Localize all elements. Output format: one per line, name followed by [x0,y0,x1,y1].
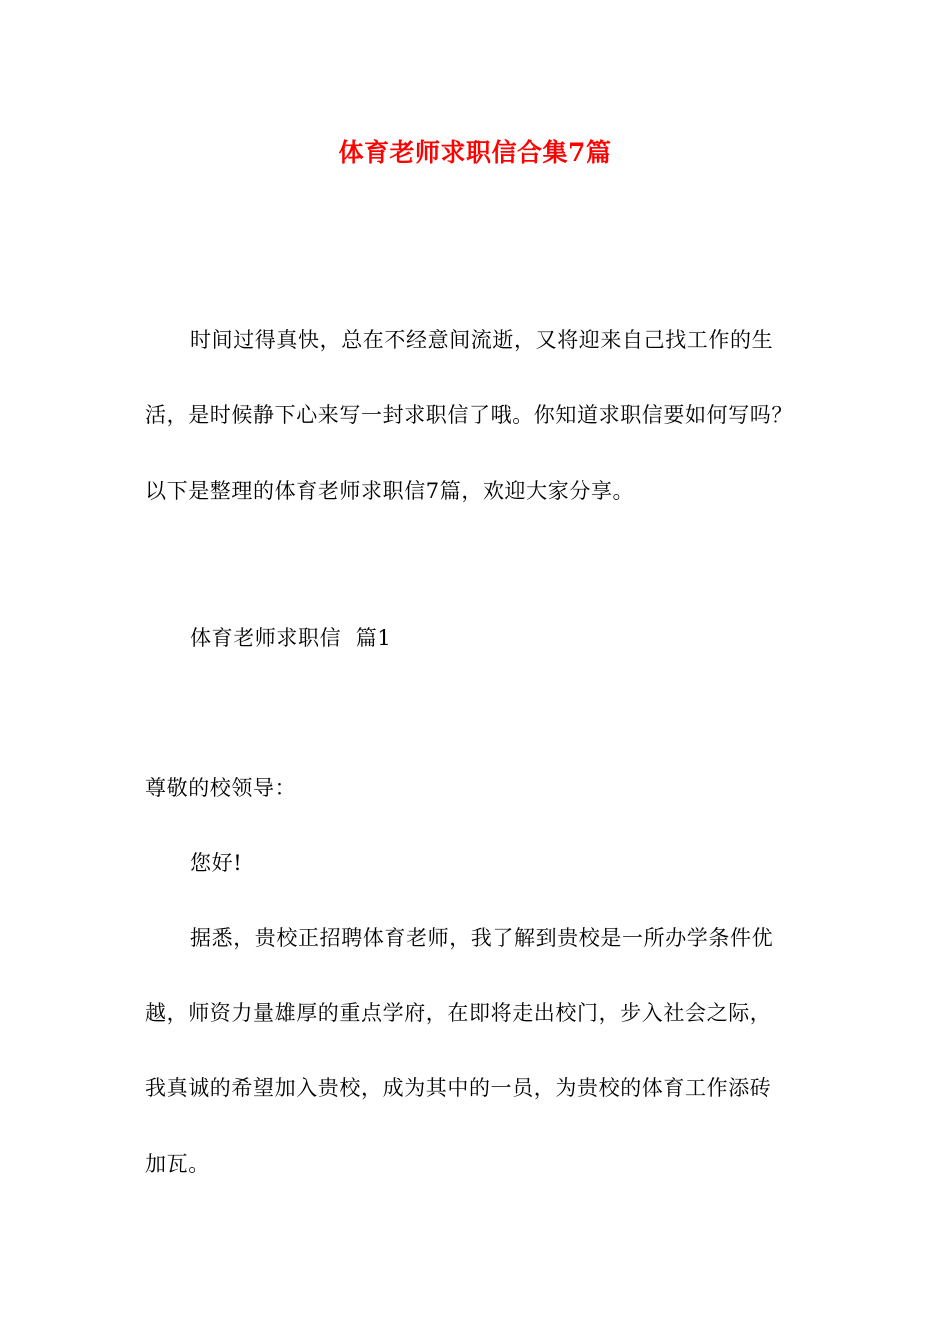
body-line-1: 据悉，贵校正招聘体育老师，我了解到贵校是一所办学条件优 [190,926,774,950]
body-line-2: 越，师资力量雄厚的重点学府，在即将走出校门，步入社会之际， [145,1001,772,1025]
page-title: 体育老师求职信合集7篇 [338,138,612,167]
intro-line-3: 以下是整理的体育老师求职信7篇，欢迎大家分享。 [145,479,635,503]
intro-line-2: 活，是时候静下心来写一封求职信了哦。你知道求职信要如何写吗？ [145,403,793,427]
greeting: 您好! [190,851,243,875]
body-line-3: 我真诚的希望加入贵校，成为其中的一员，为贵校的体育工作添砖 [145,1076,772,1100]
salutation: 尊敬的校领导： [145,776,297,800]
body-line-4: 加瓦。 [145,1152,210,1176]
intro-line-1: 时间过得真快，总在不经意间流逝，又将迎来自己找工作的生 [190,328,774,352]
section-heading: 体育老师求职信 篇1 [190,626,392,650]
